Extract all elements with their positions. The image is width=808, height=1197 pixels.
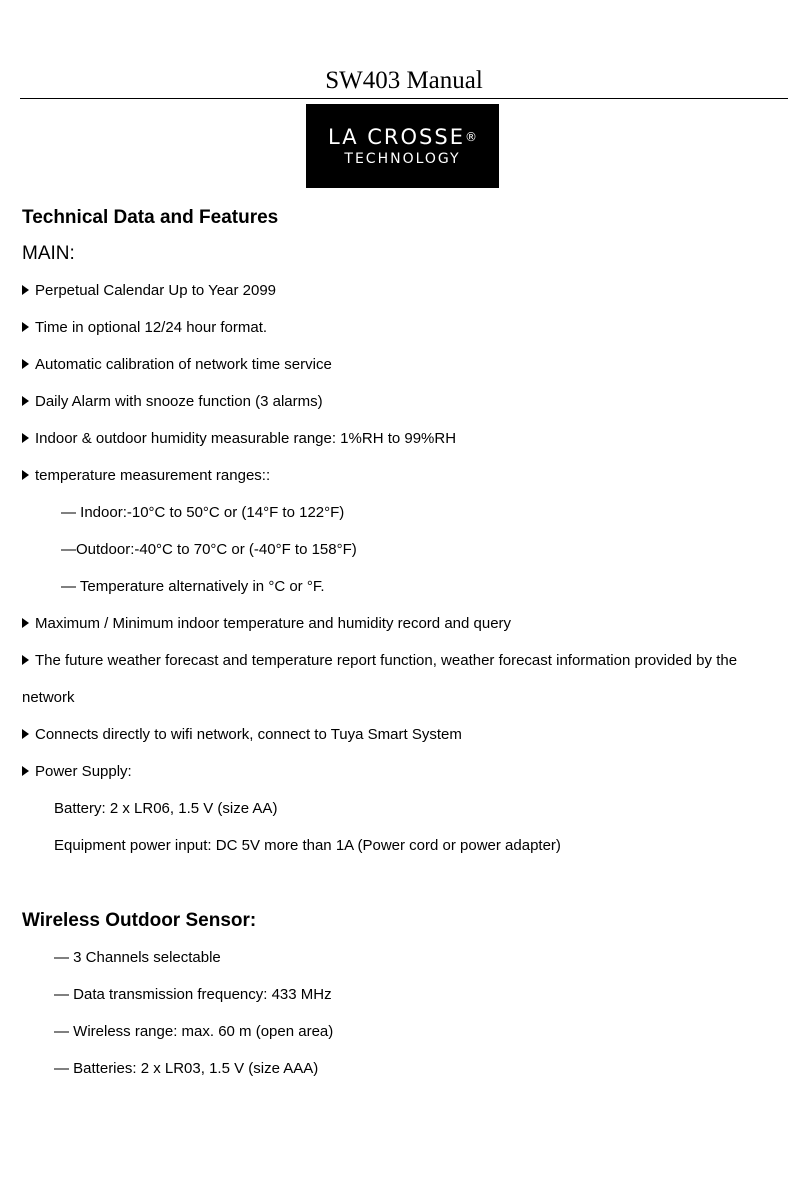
bullet-triangle-icon: [22, 729, 29, 739]
feature-text: Power Supply:: [35, 763, 132, 780]
feature-temperature: [22, 466, 270, 486]
feature-calibration: [22, 355, 332, 375]
feature-humidity: [22, 429, 456, 449]
bullet-triangle-icon: [22, 285, 29, 295]
section-title: Technical Data and Features: [22, 207, 279, 228]
sensor-channels: — 3 Channels selectable: [54, 949, 221, 966]
sensor-section-title: Wireless Outdoor Sensor:: [22, 910, 257, 931]
feature-forecast-continued: network: [22, 689, 75, 706]
bullet-triangle-icon: [22, 322, 29, 332]
la-crosse-logo: [306, 104, 499, 188]
logo-subtitle: TECHNOLOGY: [344, 151, 461, 167]
feature-text: Connects directly to wifi network, connect to Tuya Smart System: [35, 726, 462, 743]
registered-mark: ®: [464, 130, 477, 144]
feature-text: Indoor & outdoor humidity measurable range: 1%RH to 99%RH: [35, 430, 457, 447]
sensor-frequency: — Data transmission frequency: 433 MHz: [54, 986, 332, 1003]
feature-text: Automatic calibration of network time service: [35, 356, 332, 373]
bullet-triangle-icon: [22, 766, 29, 776]
feature-text: Daily Alarm with snooze function (3 alarms): [35, 393, 323, 410]
bullet-triangle-icon: [22, 655, 29, 665]
feature-wifi: [22, 725, 462, 745]
feature-alarm: [22, 392, 323, 412]
temp-outdoor-range: —Outdoor:-40°C to 70°C or (-40°F to 158°F): [61, 541, 357, 558]
sensor-range: — Wireless range: max. 60 m (open area): [54, 1023, 334, 1040]
logo-brand-text: LA CROSSE: [328, 125, 465, 149]
bullet-triangle-icon: [22, 396, 29, 406]
bullet-triangle-icon: [22, 470, 29, 480]
sensor-batteries: — Batteries: 2 x LR03, 1.5 V (size AAA): [54, 1060, 319, 1077]
main-label: MAIN:: [22, 243, 75, 264]
header-divider: [20, 98, 788, 99]
power-equipment: Equipment power input: DC 5V more than 1A (Power cord or power adapter): [54, 837, 561, 854]
power-battery: Battery: 2 x LR06, 1.5 V (size AA): [54, 800, 278, 817]
logo-brand-line: [306, 125, 499, 149]
feature-forecast: [22, 651, 737, 671]
feature-calendar: [22, 281, 276, 301]
bullet-triangle-icon: [22, 359, 29, 369]
document-title: SW403 Manual: [325, 67, 483, 94]
bullet-triangle-icon: [22, 618, 29, 628]
feature-text: Maximum / Minimum indoor temperature and humidity record and query: [35, 615, 512, 632]
feature-time-format: [22, 318, 267, 338]
feature-text: Time in optional 12/24 hour format.: [35, 319, 268, 336]
feature-text: The future weather forecast and temperature report function, weather forecast information provided by the: [35, 652, 738, 669]
feature-power: [22, 762, 132, 782]
feature-maxmin: [22, 614, 511, 634]
feature-text: Perpetual Calendar Up to Year 2099: [35, 282, 277, 299]
temp-units: — Temperature alternatively in °C or °F.: [61, 578, 325, 595]
bullet-triangle-icon: [22, 433, 29, 443]
temp-indoor-range: — Indoor:-10°C to 50°C or (14°F to 122°F): [61, 504, 345, 521]
feature-text: temperature measurement ranges::: [35, 467, 271, 484]
